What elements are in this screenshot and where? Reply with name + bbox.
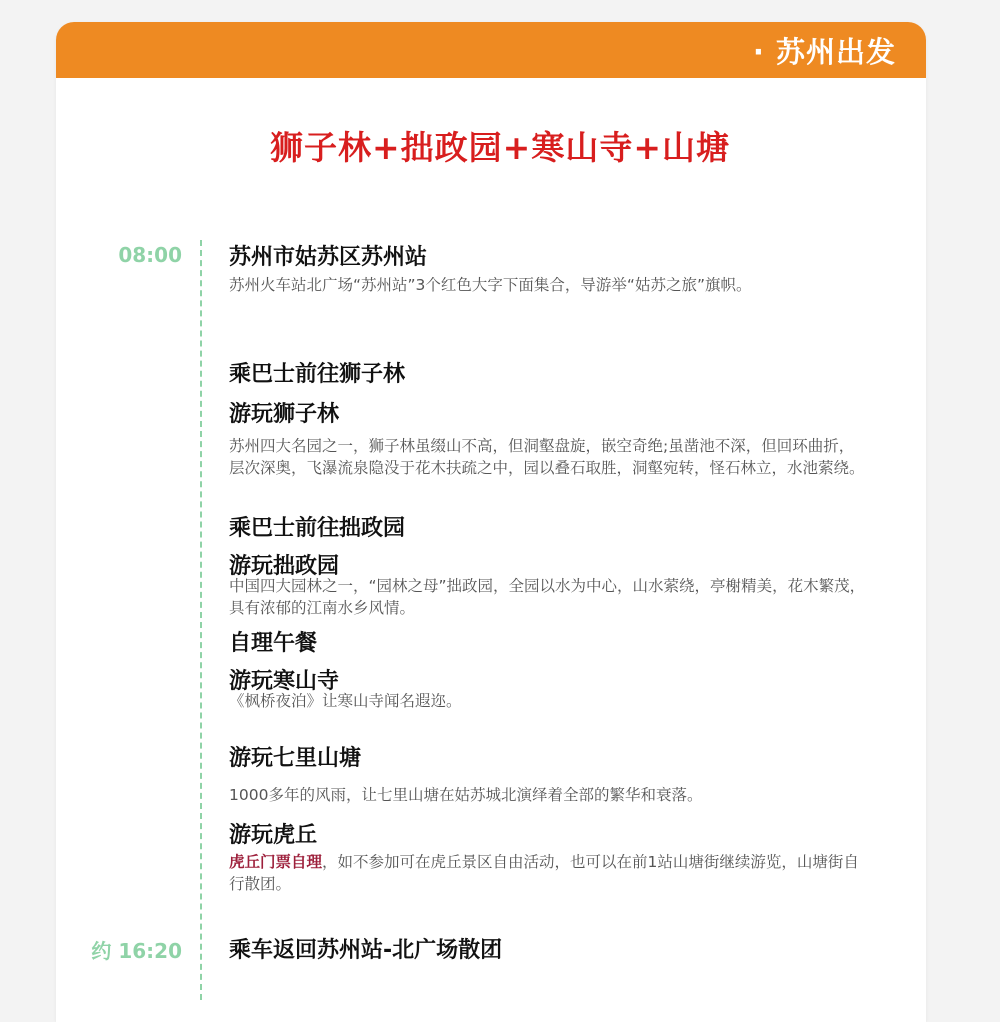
ticket-note-rest: ，如不参加可在虎丘景区自由活动，也可以在前1站山塘街继续游览，山塘街自行散团。 [229,853,859,893]
item-heading-return: 乘车返回苏州站-北广场散团 [229,938,503,963]
item-heading-bus-shizilin: 乘巴士前往狮子林 [229,362,406,387]
item-heading-bus-zhuozhengyuan: 乘巴士前往拙政园 [229,516,406,541]
route-title: 狮子林+拙政园+寒山寺+山塘 [270,128,730,167]
item-heading-lunch: 自理午餐 [229,631,318,656]
ticket-note-highlight: 虎丘门票自理 [229,853,323,871]
item-desc-huqiu [229,851,869,895]
item-desc-zhuozhengyuan: 中国四大园林之一，“园林之母”拙政园，全园以水为中心，山水萦绕，亭榭精美，花木繁茂，具有浓郁的江南水乡风情。 [229,577,866,617]
item-desc-shantang: 1000多年的风雨，让七里山塘在姑苏城北演绎着全部的繁华和衰落。 [229,786,703,804]
departure-label: · 苏州出发 [752,35,896,69]
item-desc-suzhou-station: 苏州火车站北广场“苏州站”3个红色大字下面集合，导游举“姑苏之旅”旗帜。 [229,276,752,294]
item-desc-hanshansi: 《枫桥夜泊》让寒山寺闻名遐迩。 [229,692,462,710]
item-heading-suzhou-station: 苏州市姑苏区苏州站 [229,245,428,270]
item-heading-huqiu: 游玩虎丘 [229,823,318,848]
item-heading-shizilin: 游玩狮子林 [229,402,340,427]
item-desc-shizilin: 苏州四大名园之一，狮子林虽缀山不高，但洞壑盘旋，嵌空奇绝;虽凿池不深，但回环曲折，层次深奥，飞瀑流泉隐没于花木扶疏之中，园以叠石取胜，洞壑宛转，怪石林立，水池萦绕。 [229,437,865,477]
item-heading-shantang: 游玩七里山塘 [229,746,362,771]
item-heading-zhuozhengyuan: 游玩拙政园 [229,554,340,579]
timeline-line [200,240,202,1000]
start-time: 08:00 [118,243,182,267]
end-time: 约 16:20 [91,939,182,963]
item-heading-hanshansi: 游玩寒山寺 [229,669,340,694]
card-header [56,22,926,78]
